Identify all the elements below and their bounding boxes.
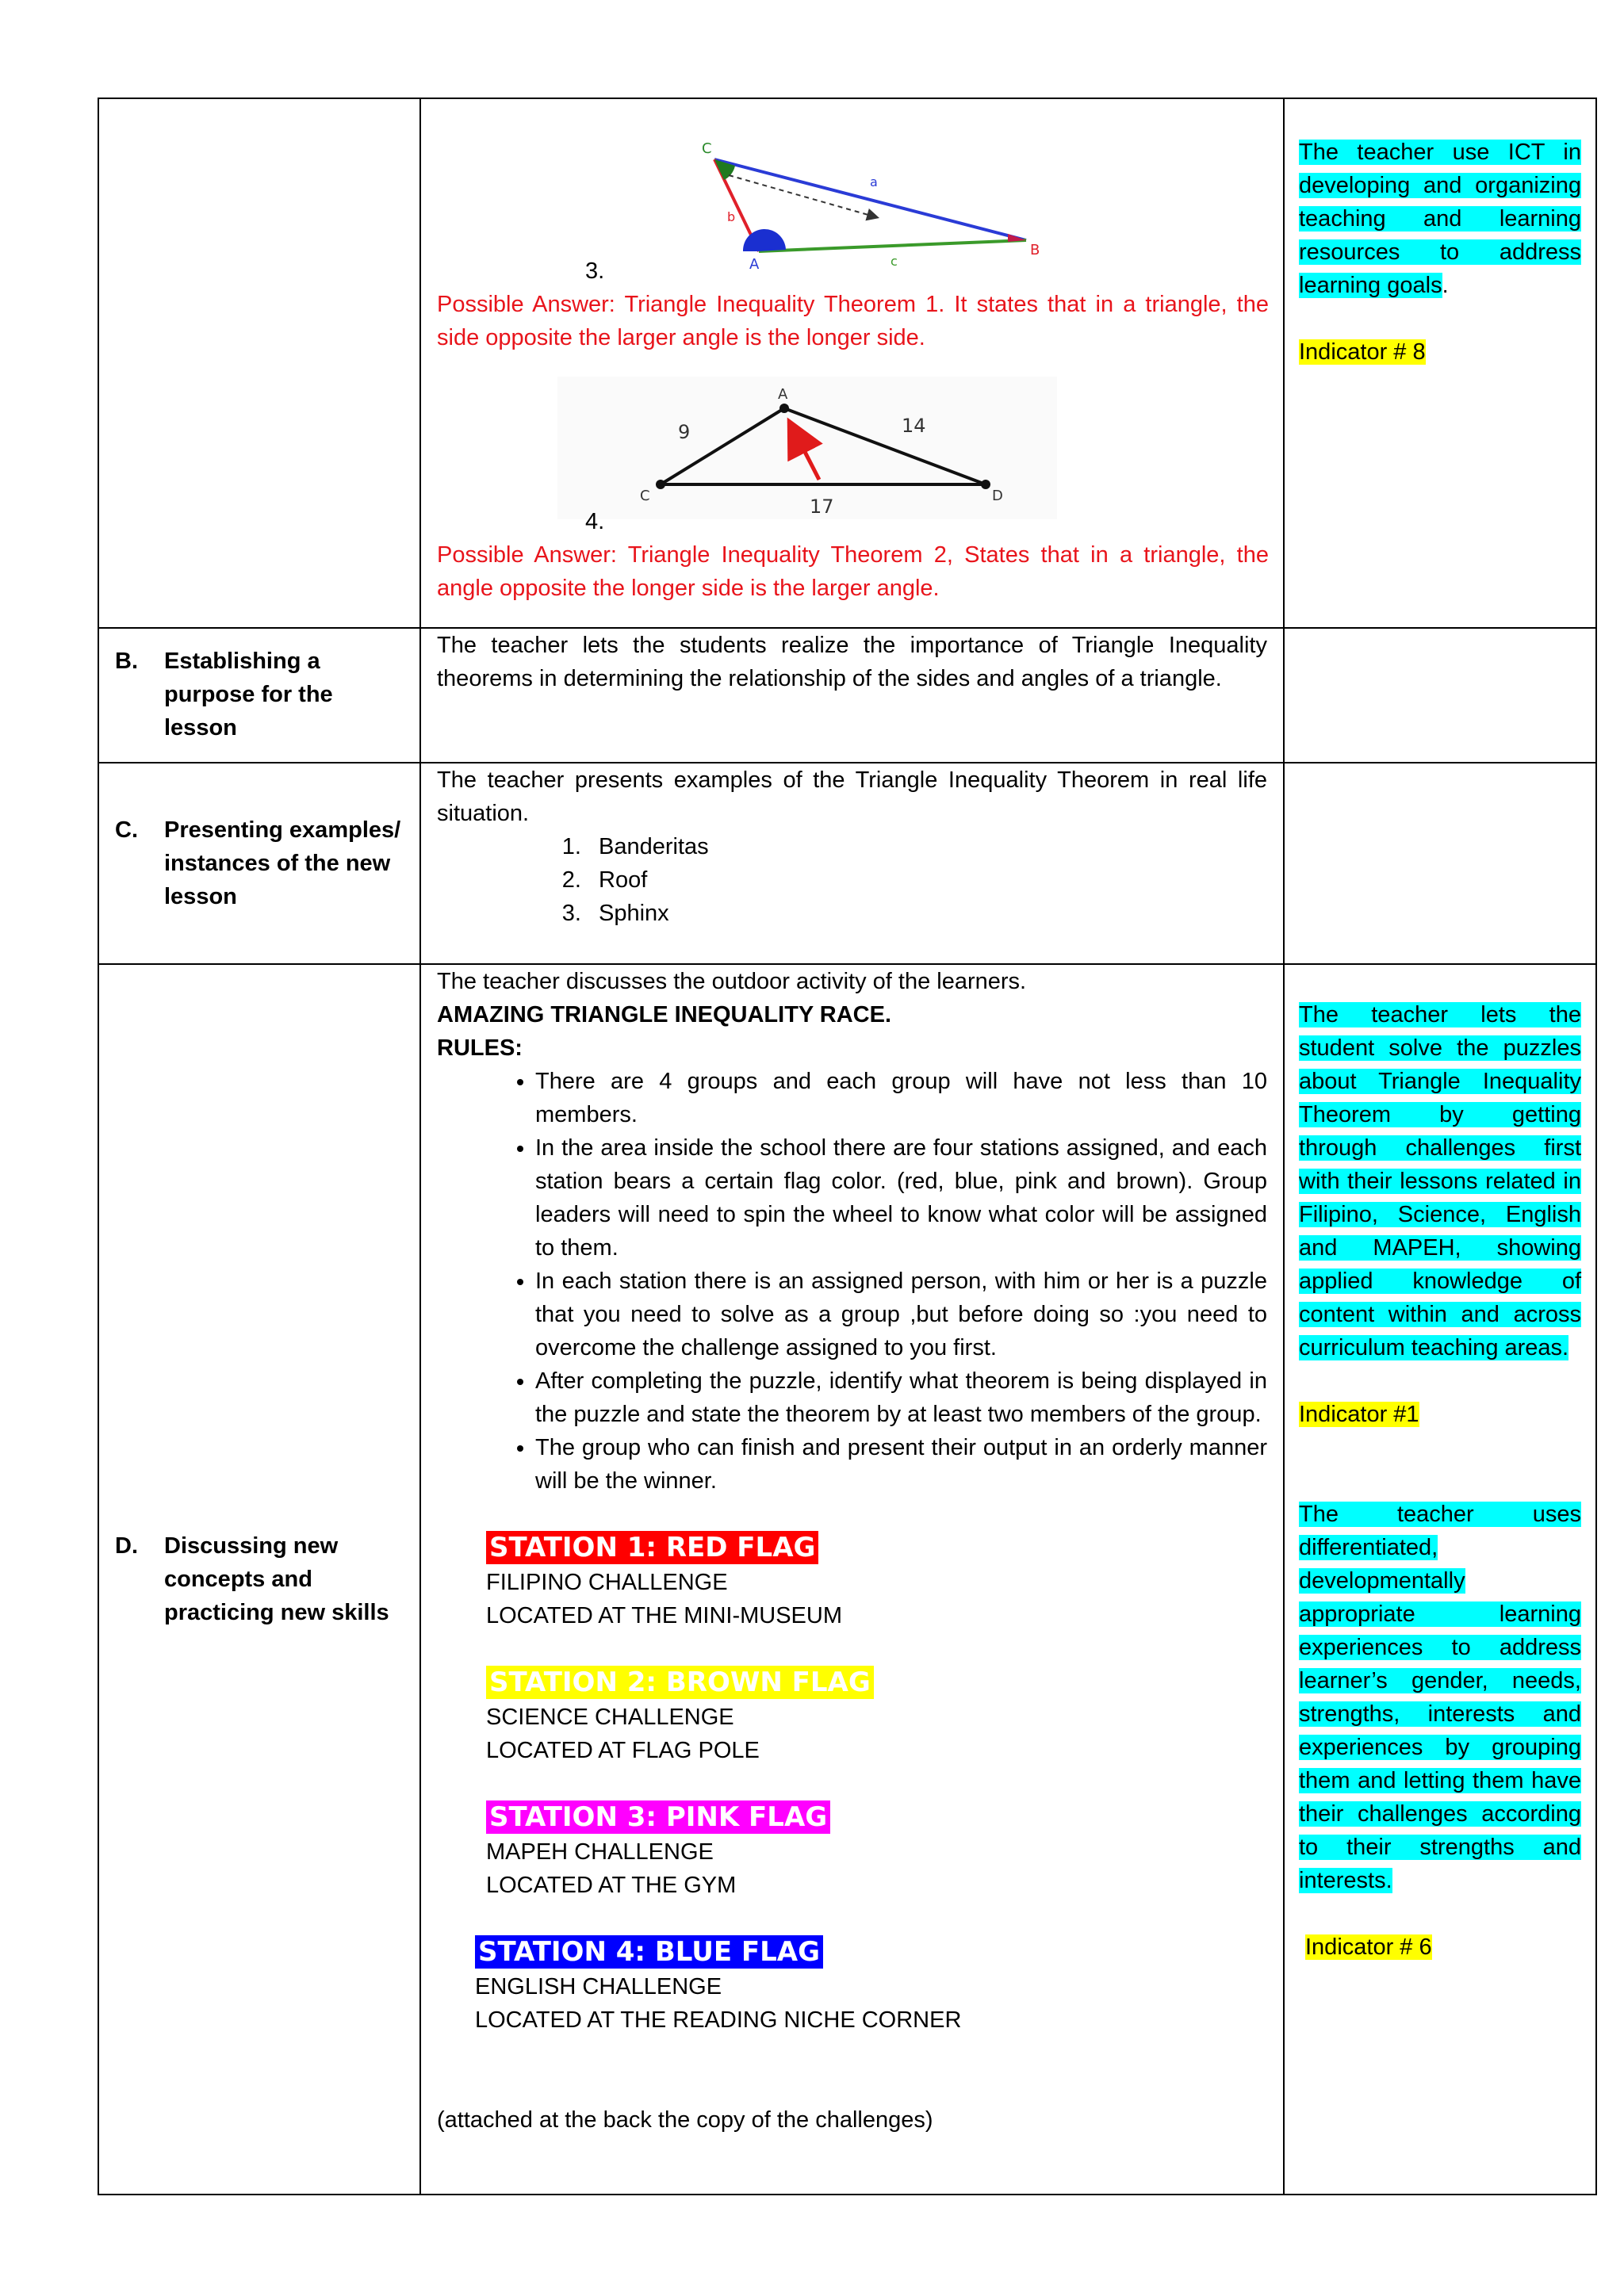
list-item: 3. Sphinx [588, 897, 1267, 930]
label-cell-empty [98, 98, 420, 628]
station-location: LOCATED AT THE GYM [486, 1873, 737, 1898]
list-item: 2. Roof [588, 863, 1267, 897]
station-2 [437, 1666, 1267, 1767]
activity-title: AMAZING TRIANGLE INEQUALITY RACE. [437, 1002, 892, 1027]
label-cell [98, 964, 420, 2195]
side-label-b: b [727, 209, 736, 224]
station-location: LOCATED AT THE MINI-MUSEUM [486, 1603, 843, 1628]
row-c-text: The teacher presents examples of the Triangle Inequality Theorem in real life situation. [437, 767, 1267, 826]
station-location: LOCATED AT THE READING NICHE CORNER [475, 2007, 962, 2033]
side-label-a: a [870, 174, 878, 189]
row-letter: B. [115, 649, 138, 674]
remarks-cell [1284, 98, 1596, 628]
triangle-figure-1 [697, 136, 1062, 270]
vertex-label-d: D [992, 488, 1003, 504]
indicator-badge: Indicator #1 [1299, 1402, 1419, 1427]
table-row [98, 763, 1596, 964]
item-4-answer: Possible Answer: Triangle Inequality Theorem 2, States that in a triangle, the angle opposite the longer side is the larger angle. [437, 542, 1269, 601]
station-4 [437, 1935, 1267, 2037]
table-row [98, 98, 1596, 628]
content-cell [420, 964, 1284, 2195]
station-1 [437, 1531, 1267, 1632]
side-length-ac: 9 [678, 421, 691, 443]
station-challenge: ENGLISH CHALLENGE [475, 1974, 722, 1999]
activity-intro: The teacher discusses the outdoor activity of the learners. [437, 969, 1027, 994]
station-title: STATION 2: BROWN FLAG [486, 1666, 874, 1699]
row-label: Discussing new concepts and practicing new skills [164, 1533, 389, 1625]
content-cell [420, 628, 1284, 763]
vertex-label-b: B [1030, 242, 1040, 258]
content-cell [420, 98, 1284, 628]
list-item: 1. Banderitas [588, 830, 1267, 863]
row-label: Establishing a purpose for the lesson [164, 649, 333, 740]
side-length-cd: 17 [810, 496, 834, 518]
indicator-badge: Indicator # 6 [1305, 1934, 1432, 1960]
list-item: • In the area inside the school there are four stations assigned, and each station bears a certain flag color. (red, blue, pink and brown). Group leaders will need to spin the wheel to know what color will be assigned to them. [535, 1131, 1267, 1265]
list-item: • The group who can finish and present their output in an orderly manner will be the winner. [535, 1431, 1267, 1498]
remark-ict: The teacher use ICT in developing and organizing teaching and learning resources to address learning goals [1299, 140, 1581, 298]
item-3-answer: Possible Answer: Triangle Inequality Theorem 1. It states that in a triangle, the side opposite the larger angle is the longer side. [437, 292, 1269, 350]
row-letter: C. [115, 817, 138, 843]
content-cell [420, 763, 1284, 964]
item-number-3: 3. [585, 258, 605, 284]
station-challenge: FILIPINO CHALLENGE [486, 1570, 728, 1595]
side-length-ad: 14 [902, 415, 926, 437]
label-cell [98, 763, 420, 964]
item-number-4: 4. [585, 509, 605, 534]
examples-list [437, 830, 1267, 930]
label-cell [98, 628, 420, 763]
station-title: STATION 1: RED FLAG [486, 1531, 818, 1564]
remarks-cell [1284, 628, 1596, 763]
station-challenge: MAPEH CHALLENGE [486, 1839, 714, 1865]
vertex-label-a: A [749, 256, 760, 270]
list-item: • In each station there is an assigned person, with him or her is a puzzle that you need to solve as a group ,but before doing so :you need to overcome the challenge assigned to you first. [535, 1265, 1267, 1364]
remark-integration: The teacher lets the student solve the puzzles about Triangle Inequality Theorem by getting through challenges first with their lessons related in Filipino, Science, English and MAPEH, showing applied knowledge of content within and across curriculum teaching areas. [1299, 1002, 1581, 1360]
vertex-label-c: C [640, 488, 650, 504]
vertex-label-c: C [702, 140, 712, 157]
remarks-cell [1284, 964, 1596, 2195]
station-location: LOCATED AT FLAG POLE [486, 1738, 760, 1763]
rules-list [437, 1065, 1267, 1498]
station-3 [437, 1800, 1267, 1902]
remark-ict-end: . [1442, 273, 1449, 298]
vertex-label-a: A [778, 386, 788, 403]
rules-title: RULES: [437, 1035, 523, 1061]
list-item: • After completing the puzzle, identify what theorem is being displayed in the puzzle and state the theorem by at least two members of the group. [535, 1364, 1267, 1431]
row-label: Presenting examples/ instances of the new lesson [164, 817, 401, 909]
footnote: (attached at the back the copy of the challenges) [437, 2107, 933, 2133]
row-letter: D. [115, 1533, 138, 1559]
triangle-figure-2 [557, 377, 1057, 519]
side-label-c: c [891, 254, 898, 269]
station-challenge: SCIENCE CHALLENGE [486, 1705, 734, 1730]
indicator-badge: Indicator # 8 [1299, 339, 1426, 365]
list-item: • There are 4 groups and each group will have not less than 10 members. [535, 1065, 1267, 1131]
table-row [98, 628, 1596, 763]
remarks-cell [1284, 763, 1596, 964]
station-title: STATION 4: BLUE FLAG [475, 1935, 823, 1969]
table-row [98, 964, 1596, 2195]
row-b-text: The teacher lets the students realize the importance of Triangle Inequality theorems in determining the relationship of the sides and angles of a triangle. [437, 633, 1267, 691]
lesson-plan-table [98, 98, 1597, 2195]
station-title: STATION 3: PINK FLAG [486, 1800, 830, 1834]
remark-differentiation: The teacher uses differentiated, developmentally appropriate learning experiences to address learner’s gender, needs, strengths, interests and experiences by grouping them and letting them have their challenges according to their strengths and interests. [1299, 1502, 1581, 1893]
